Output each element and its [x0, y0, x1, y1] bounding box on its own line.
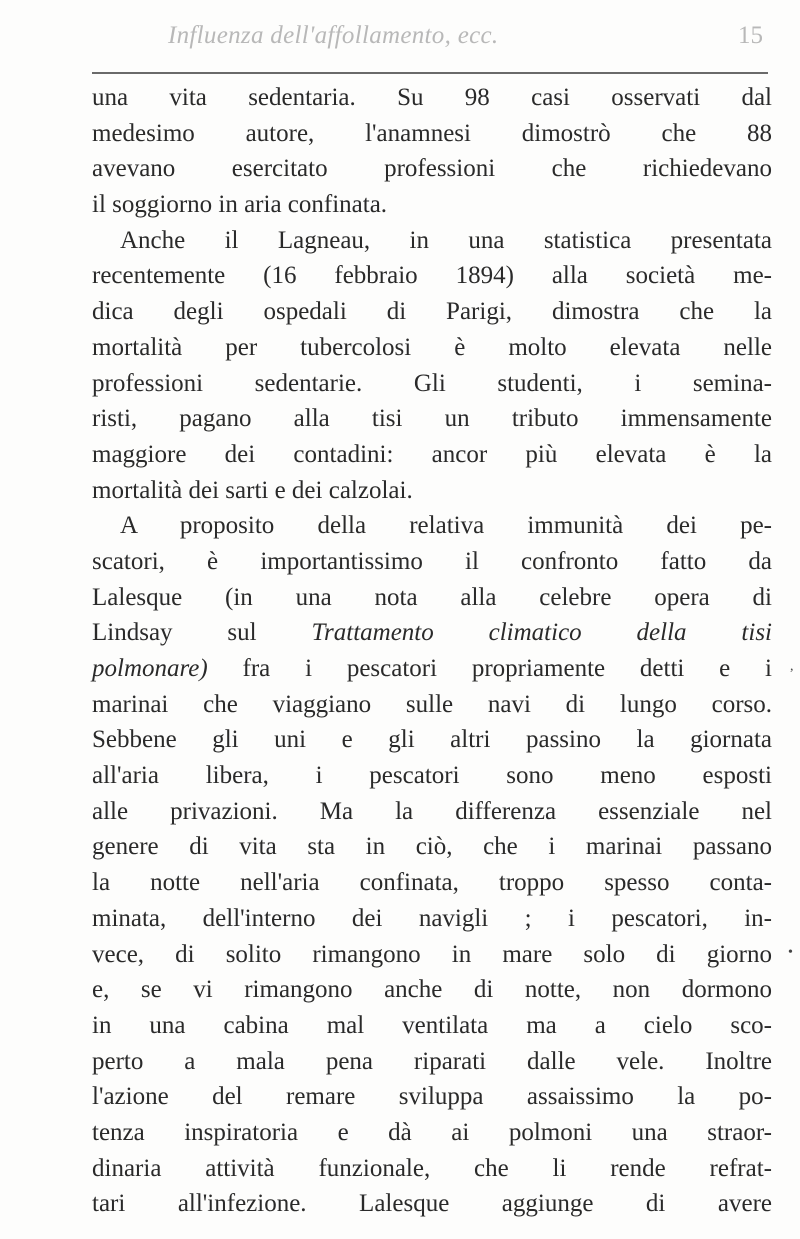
text-line: alle privazioni. Ma la differenza essenziale nel: [92, 797, 772, 825]
text-line: avevano esercitato professioni che richiedevano: [92, 155, 772, 183]
text-line: tari all'infezione. Lalesque aggiunge di avere: [92, 1190, 772, 1218]
text-line: maggiore dei contadini: ancor più elevata è la: [92, 440, 772, 468]
text-line: [92, 615, 772, 651]
text-line: il soggiorno in aria confinata.: [92, 191, 388, 219]
text-line: vece, di solito rimangono in mare solo di giorno: [92, 940, 772, 968]
text-line: la notte nell'aria confinata, troppo spesso conta-: [92, 869, 772, 897]
text-line: Lalesque (in una nota alla celebre opera di: [92, 583, 772, 611]
text-line: perto a mala pena riparati dalle vele. Inoltre: [92, 1047, 772, 1075]
text-line: mortalità per tubercolosi è molto elevata nelle: [92, 333, 772, 361]
text-line: genere di vita sta in ciò, che i marinai passano: [92, 833, 772, 861]
text-line: [92, 651, 772, 687]
text-line: in una cabina mal ventilata ma a cielo sco-: [92, 1011, 772, 1039]
text-run: fra i pescatori propriamente detti e i: [207, 655, 772, 682]
text-line: medesimo autore, l'anamnesi dimostrò che 88: [92, 119, 772, 147]
text-run: Lindsay sul: [92, 619, 312, 647]
text-line: una vita sedentaria. Su 98 casi osservati dal: [92, 84, 772, 111]
text-line: risti, pagano alla tisi un tributo immensamente: [92, 405, 772, 433]
text-line: dinaria attività funzionale, che li rende refrat-: [92, 1154, 772, 1182]
text-line: Sebbene gli uni e gli altri passino la giornata: [92, 726, 772, 754]
text-line: mortalità dei sarti e dei calzolai.: [92, 476, 413, 504]
text-line: dica degli ospedali di Parigi, dimostra che la: [92, 298, 772, 326]
running-head: [0, 22, 800, 62]
text-line: marinai che viaggiano sulle navi di lungo corso.: [92, 690, 772, 718]
text-line: minata, dell'interno dei navigli ; i pescatori, in-: [92, 904, 772, 932]
header-rule: [92, 72, 768, 74]
text-line: l'azione del remare sviluppa assaissimo la po-: [92, 1083, 772, 1111]
text-line: professioni sedentarie. Gli studenti, i semina-: [92, 369, 772, 397]
text-line: A proposito della relativa immunità dei pe-: [120, 512, 772, 540]
text-line: scatori, è importantissimo il confronto fatto da: [92, 547, 772, 575]
text-line: tenza inspiratoria e dà ai polmoni una straor-: [92, 1118, 772, 1146]
text-line: e, se vi rimangono anche di notte, non dormono: [92, 976, 772, 1004]
text-line: recentemente (16 febbraio 1894) alla società me-: [92, 262, 772, 290]
margin-speck-mark: •: [788, 945, 793, 960]
body-text: [92, 80, 772, 1222]
page-number: 15: [738, 22, 763, 49]
running-title: Influenza dell'affollamento, ecc.: [168, 22, 499, 49]
book-title-italic: Trattamento climatico della tisi: [311, 619, 772, 647]
text-line: Anche il Lagneau, in una statistica presentata: [120, 226, 772, 254]
text-line: all'aria libera, i pescatori sono meno esposti: [92, 762, 772, 790]
book-title-italic: polmonare): [92, 655, 208, 682]
margin-speck-mark: ,: [790, 659, 794, 674]
